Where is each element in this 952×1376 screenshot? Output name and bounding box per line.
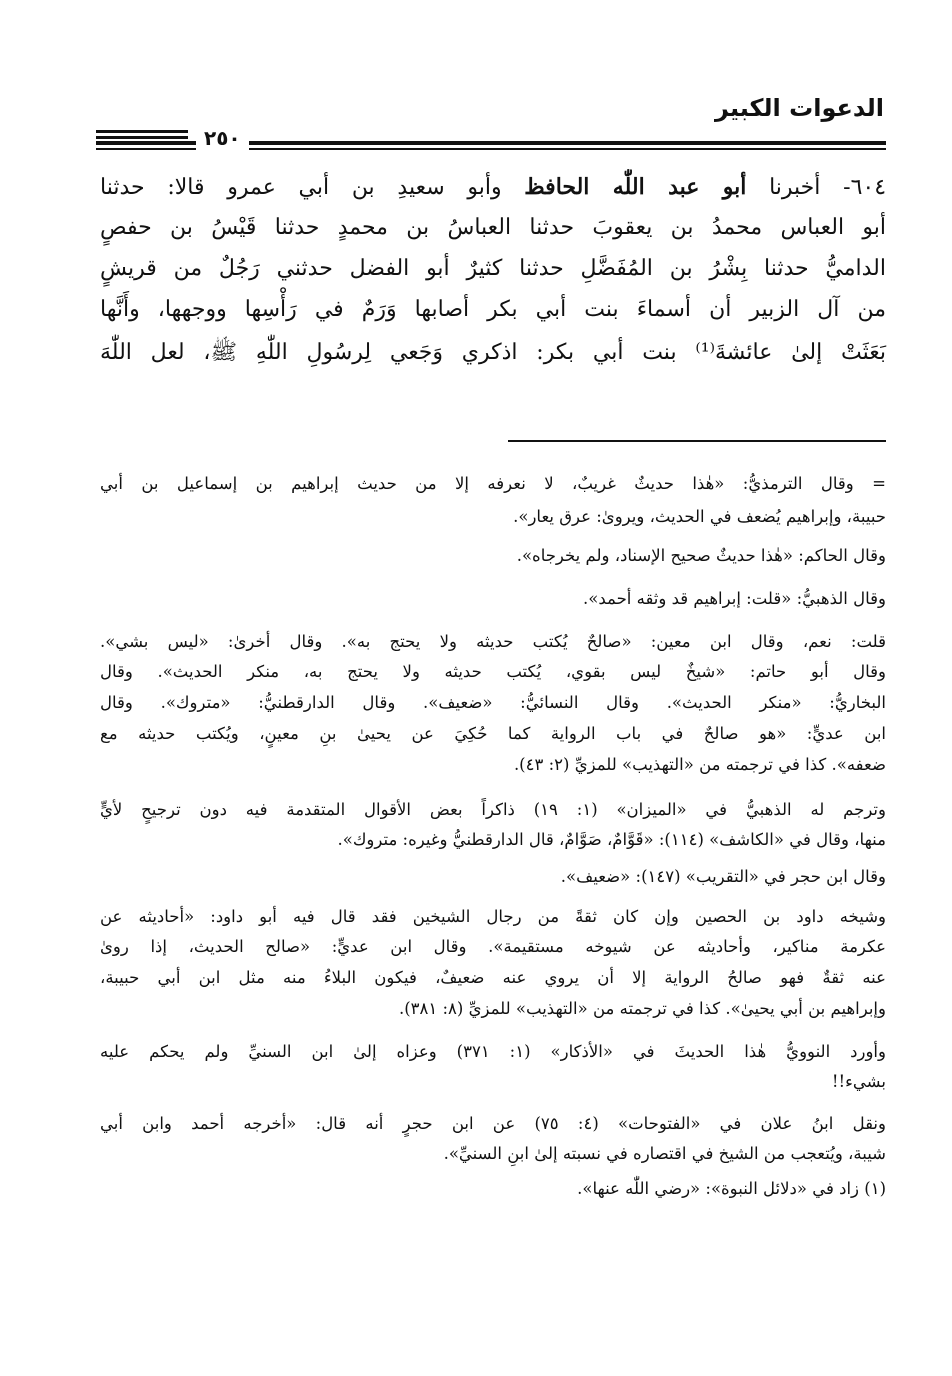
footnote-line: وقال ابن حجر في «التقريب» (١٤٧): «ضعيف».: [560, 867, 886, 886]
footnote-separator: [508, 440, 886, 442]
footnote-line: قلت: نعم، وقال ابن معين: «صالحٌ يُكتب حديثه ولا يحتج به». وقال أخرىٰ: «ليس بشي».: [100, 632, 886, 651]
footnote-line: ابن عديٍّ: «هو صالحٌ في باب الرواية كما حُكِيَ عن يحيىٰ بنِ معينٍ، ويُكتب حديثه مع: [100, 724, 886, 743]
text-line: بَعَثَتْ إلىٰ عائشةَ⁽¹⁾ بنت أبي بكر: اذكري وَجَعي لِرسُولِ اللّٰهِ ﷺ، لعل اللّٰهَ: [100, 340, 886, 365]
text-line: من آل الزبير أن أسماءَ بنت أبي بكر أصابها وَرَمٌ في رَأْسِها ووجهها، وأَنَّها: [100, 297, 886, 322]
footnote-line: عكرمة مناكير، وأحاديثه عن شيوخه مستقيمة». وقال ابن عديٍّ: «صالح الحديث، إذا روىٰ: [100, 937, 886, 956]
footnote-line: وترجم له الذهبيُّ في «الميزان» (١: ١٩) ذاكراً بعض الأقوال المتقدمة فيه دون ترجيحٍ لأيٍّ: [100, 800, 886, 819]
hadith-first-line: [100, 174, 886, 200]
text-line: أبو العباس محمدُ بن يعقوبَ حدثنا العباسُ بن محمدٍ حدثنا قَيْسُ بن حفصٍ: [100, 215, 886, 240]
text: وأبو سعيدِ بن أبي عمرو قالا: حدثنا: [100, 175, 502, 200]
footnote-line: حبيبة، وإبراهيم يُضعف في الحديث، ويروىٰ: عرق يعار».: [513, 507, 886, 526]
footnote-line: وقال الحاكم: «هٰذا حديثٌ صحيح الإسناد، ولم يخرجاه».: [516, 546, 886, 565]
narrator-name: أبو عبد اللّٰه الحافظ: [524, 174, 747, 200]
footnote-line: البخاريُّ: «منكر الحديث». وقال النسائيُّ: «ضعيف». وقال الدارقطنيُّ: «متروك». وقال: [100, 693, 886, 712]
footnote-line: وشيخه داود بن الحصين وإن كان ثقةً من رجال الشيخين فقد قال فيه أبو داود: «أحاديثه عن: [100, 907, 886, 926]
hadith-number: ٦٠٤-: [843, 175, 887, 200]
footnote-line: بشيء!!: [831, 1072, 886, 1091]
book-title: الدعوات الكبير: [715, 94, 884, 122]
footnote-line: = وقال الترمذيُّ: «هٰذا حديثٌ غريبٌ، لا نعرفه إلا من حديث إبراهيم بن إسماعيل بن أبي: [100, 474, 886, 493]
footnote-1: (١) زاد في «دلائل النبوة»: «رضي اللّٰه عنها».: [577, 1179, 886, 1198]
footnote-line: وأورد النوويُّ هٰذا الحديثَ في «الأذكار» (١: ٣٧١) وعزاه إلىٰ ابن السنيِّ ولم يحكم عليه: [100, 1042, 886, 1061]
footnote-line: منها، وقال في «الكاشف» (١١٤): «قَوَّامٌ، صَوَّامٌ، قال الدارقطنيُّ وغيره: متروك».: [337, 830, 886, 849]
text-line: الداميُّ حدثنا بِشْرُ بن المُفَضَّلِ حدثنا كثيرٌ أبو الفضل حدثني رَجُلٌ من قريشٍ: [100, 256, 886, 281]
footnote-line: وإبراهيم بن أبي يحيىٰ». كذا في ترجمته من «التهذيب» للمزيِّ (٨: ٣٨١).: [398, 999, 886, 1018]
footnote-line: ضعفه». كذا في ترجمته من «التهذيب» للمزيِّ (٢: ٤٣).: [513, 755, 886, 774]
text: أخبرنا: [769, 175, 821, 200]
page-number-ornament: [96, 130, 188, 148]
footnote-line: عنه ثقةٌ فهو صالحُ الرواية إلا أن يروي عنه ضعيفٌ، فيكون البلاءُ منه مثل ابن أبي حبيبة،: [100, 968, 886, 987]
footnote-line: شيبة، ويُتعجب من الشيخ في اقتصاره في نسبته إلىٰ ابنِ السنيِّ».: [443, 1144, 886, 1163]
footnote-line: وقال أبو حاتم: «شيخٌ ليس بقوي، يُكتب حديثه ولا يحتج به، منكر الحديث». وقال: [100, 662, 886, 681]
footnote-line: ونقل ابنُ علان في «الفتوحات» (٤: ٧٥) عن ابن حجرٍ أنه قال: «أخرجه أحمد وابن أبي: [100, 1114, 886, 1133]
footnote-line: وقال الذهبيُّ: «قلت: إبراهيم قد وثقه أحمد».: [583, 589, 886, 608]
page-number: ٢٥٠: [196, 126, 249, 150]
